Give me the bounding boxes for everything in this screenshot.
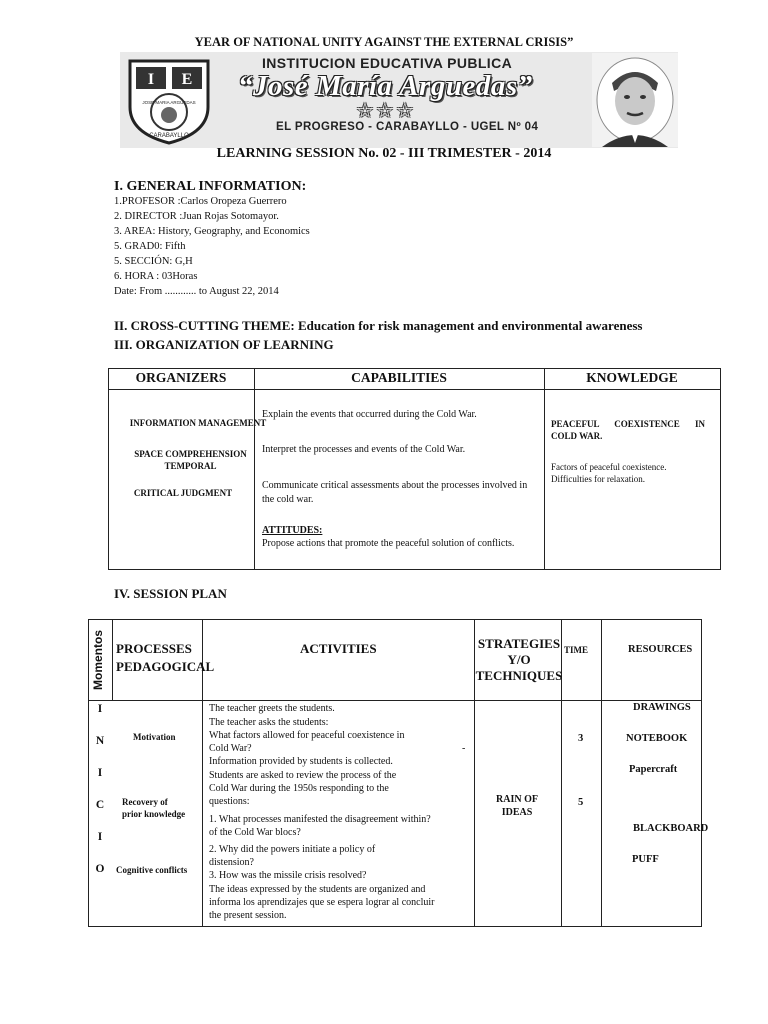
info-line: 5. SECCIÓN: G,H	[114, 256, 193, 267]
info-line: Date: From ............ to August 22, 2014	[114, 286, 279, 297]
resource-item: NOTEBOOK	[626, 733, 688, 744]
activity-line: 1. What processes manifested the disagreement within?	[209, 814, 431, 825]
organization-heading: III. ORGANIZATION OF LEARNING	[114, 337, 334, 352]
strategy-item: RAIN OF IDEAS	[496, 794, 538, 818]
activity-line: The teacher asks the students:	[209, 717, 329, 728]
activity-line: distension?	[209, 857, 254, 868]
dash-mark: -	[462, 743, 466, 754]
activity-line: The ideas expressed by the students are organized and	[209, 884, 426, 895]
capability-item: Communicate critical assessments about the processes involved in the cold war.	[262, 480, 528, 505]
capability-item: Interpret the processes and events of the Cold War.	[262, 444, 466, 455]
info-line: 6. HORA : 03Horas	[114, 271, 198, 282]
info-line: 3. AREA: History, Geography, and Economics	[114, 226, 310, 237]
time-value: 5	[578, 797, 584, 808]
activities-header: ACTIVITIES	[300, 641, 377, 656]
processes-header: PROCESSES PEDAGOGICAL	[116, 641, 215, 674]
activity-line: 3. How was the missile crisis resolved?	[209, 870, 367, 881]
general-info-heading: I. GENERAL INFORMATION:	[114, 179, 307, 194]
resource-item: PUFF	[632, 854, 659, 865]
organizer-item: SPACE COMPREHENSION TEMPORAL	[134, 449, 247, 471]
moment-letter: C	[95, 799, 105, 811]
activity-line: the present session.	[209, 910, 287, 921]
time-value: 3	[578, 733, 584, 744]
info-line: 2. DIRECTOR :Juan Rojas Sotomayor.	[114, 211, 279, 222]
knowledge-items: Factors of peaceful coexistence. Difficulties for relaxation.	[551, 462, 667, 484]
organizer-item: CRITICAL JUDGMENT	[133, 488, 233, 498]
institution-type: INSTITUCION EDUCATIVA PUBLICA	[262, 55, 513, 71]
activity-line: of the Cold War blocs?	[209, 827, 301, 838]
svg-text:E: E	[181, 71, 193, 88]
svg-text:CARABAYLLO: CARABAYLLO	[149, 133, 189, 139]
svg-text:I: I	[147, 71, 155, 88]
moment-letter: I	[97, 767, 103, 779]
resource-item: BLACKBOARD	[633, 823, 709, 834]
moment-letter: N	[95, 735, 105, 747]
year-motto: YEAR OF NATIONAL UNITY AGAINST THE EXTERNAL CRISIS”	[194, 35, 574, 49]
activity-line: 2. Why did the powers initiate a policy of	[209, 844, 376, 855]
process-item: Recovery of prior knowledge	[122, 797, 186, 819]
time-header: TIME	[564, 645, 589, 655]
session-title: LEARNING SESSION No. 02 - III TRIMESTER - 2014	[216, 146, 552, 161]
portrait-photo	[592, 53, 678, 147]
school-name: “José María Arguedas”	[238, 70, 533, 102]
moment-letter: I	[97, 831, 103, 843]
activity-line: The teacher greets the students.	[209, 703, 335, 714]
svg-text:JOSE MARIA ARGUEDAS: JOSE MARIA ARGUEDAS	[142, 100, 196, 105]
process-item: Cognitive conflicts	[116, 865, 188, 875]
capability-item: Explain the events that occurred during the Cold War.	[262, 409, 477, 420]
activity-line: Information provided by students is collected.	[209, 756, 393, 767]
school-crest-logo	[124, 57, 214, 145]
knowledge-header: KNOWLEDGE	[586, 370, 678, 385]
activity-line: informa los aprendizajes que se espera lograr al concluir	[209, 897, 435, 908]
organizer-item: INFORMATION MANAGEMENT	[129, 418, 267, 428]
moment-letter: O	[95, 863, 105, 875]
momentos-header: Momentos	[91, 630, 105, 690]
moment-letter: I	[97, 703, 103, 715]
activity-line: questions:	[209, 796, 250, 807]
session-plan-heading: IV. SESSION PLAN	[114, 586, 227, 601]
school-location: EL PROGRESO - CARABAYLLO - UGEL Nº 04	[276, 121, 539, 133]
attitudes-label: ATTITUDES:	[262, 525, 323, 536]
activity-line: Students are asked to review the process of the	[209, 770, 397, 781]
resource-item: Papercraft	[629, 764, 678, 775]
activity-line: Cold War?	[209, 743, 252, 754]
activity-line: Cold War during the 1950s responding to the	[209, 783, 389, 794]
resource-item: DRAWINGS	[633, 702, 691, 713]
info-line: 5. GRAD0: Fifth	[114, 241, 186, 252]
strategies-header: STRATEGIES Y/O TECHNIQUES	[475, 636, 563, 683]
capabilities-header: CAPABILITIES	[351, 370, 447, 385]
resources-header: RESOURCES	[628, 644, 693, 655]
activity-line: What factors allowed for peaceful coexistence in	[209, 730, 405, 741]
info-line: 1.PROFESOR :Carlos Oropeza Guerrero	[114, 196, 287, 207]
stars-icon: ☆☆☆	[356, 100, 416, 122]
cross-cutting-theme: II. CROSS-CUTTING THEME: Education for risk management and environmental awareness	[114, 318, 643, 333]
knowledge-title: PEACEFUL COEXISTENCE IN COLD WAR.	[551, 419, 705, 441]
attitudes-text: Propose actions that promote the peaceful solution of conflicts.	[262, 538, 515, 549]
organizers-header: ORGANIZERS	[135, 370, 227, 385]
process-item: Motivation	[133, 732, 176, 742]
